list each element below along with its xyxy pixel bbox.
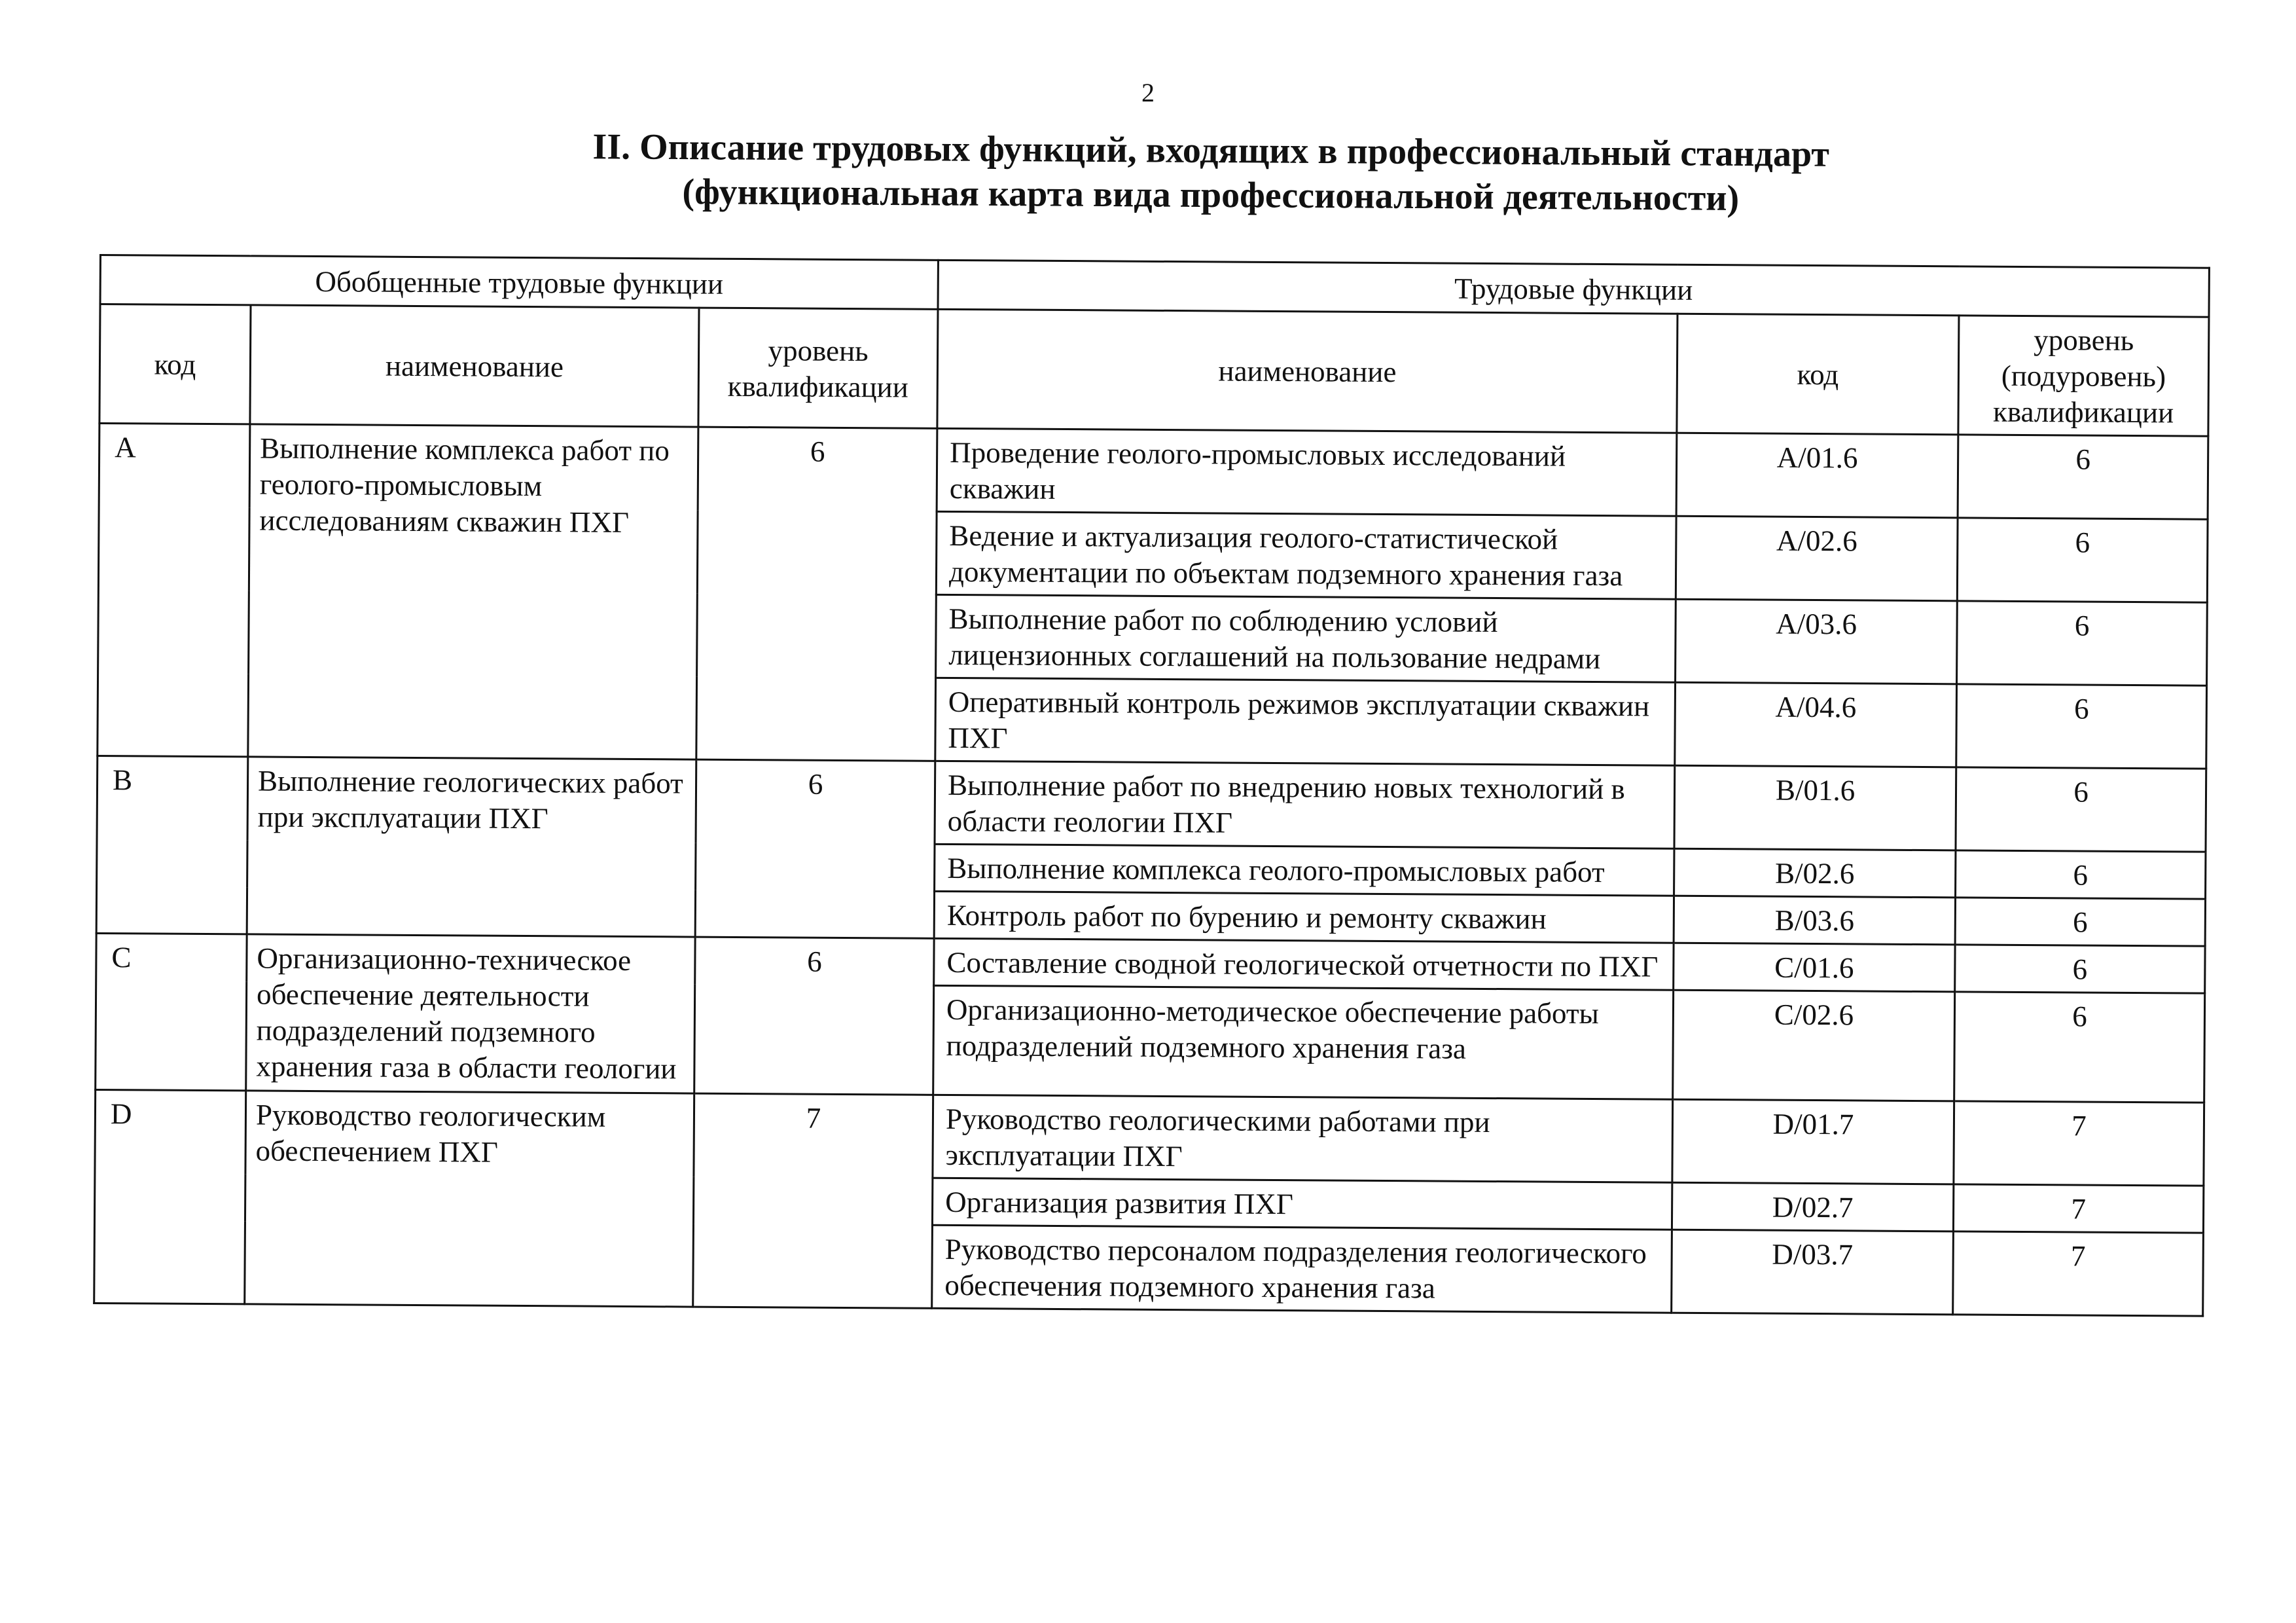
header-labor-functions: Трудовые функции bbox=[938, 260, 2209, 317]
function-code: A/04.6 bbox=[1675, 682, 1957, 767]
function-level: 6 bbox=[1955, 898, 2205, 946]
header-level: уровень квалификации bbox=[698, 308, 938, 428]
group-name: Выполнение геологических работ при эксплуатации ПХГ bbox=[247, 757, 696, 937]
function-level: 6 bbox=[1957, 518, 2208, 602]
page-number: 2 bbox=[1141, 78, 1155, 107]
group-code: B bbox=[96, 756, 248, 934]
title-line-2: (функциональная карта вида профессиональной деятельности) bbox=[682, 172, 1740, 219]
group-level: 6 bbox=[695, 759, 935, 938]
function-name: Составление сводной геологической отчетности по ПХГ bbox=[934, 938, 1674, 990]
group-code: C bbox=[96, 933, 247, 1090]
function-name: Оперативный контроль режимов эксплуатации скважин ПХГ bbox=[935, 678, 1676, 765]
function-level: 6 bbox=[1954, 992, 2205, 1103]
function-level: 6 bbox=[1956, 684, 2207, 769]
function-level: 7 bbox=[1954, 1101, 2204, 1186]
table-row bbox=[99, 424, 2208, 520]
header-generalized-functions: Обобщенные трудовые функции bbox=[100, 255, 938, 310]
function-name: Выполнение работ по соблюдению условий лицензионных соглашений на пользование недрами bbox=[936, 594, 1676, 682]
group-level: 6 bbox=[696, 427, 937, 761]
function-code: A/01.6 bbox=[1676, 433, 1958, 518]
table-row bbox=[97, 756, 2206, 852]
function-code: B/02.6 bbox=[1674, 848, 1956, 898]
header-tf-name: наименование bbox=[937, 309, 1677, 433]
group-level: 6 bbox=[694, 937, 934, 1095]
group-level: 7 bbox=[693, 1093, 933, 1308]
group-code: A bbox=[98, 424, 250, 757]
group-name: Руководство геологическим обеспечением ПХГ bbox=[245, 1091, 694, 1307]
function-level: 6 bbox=[1956, 850, 2206, 899]
header-tf-code: код bbox=[1677, 314, 1959, 435]
function-name: Организационно-методическое обеспечение работы подразделений подземного хранения газа bbox=[933, 985, 1674, 1099]
function-name: Выполнение комплекса геолого-промысловых работ bbox=[935, 844, 1674, 896]
function-name: Руководство геологическими работами при эксплуатации ПХГ bbox=[933, 1095, 1673, 1182]
function-name: Руководство персоналом подразделения геологического обеспечения подземного хранения газа bbox=[932, 1225, 1672, 1313]
functional-map-table bbox=[93, 254, 2210, 1317]
group-name: Выполнение комплекса работ по геолого-промысловым исследованиям скважин ПХГ bbox=[248, 424, 698, 759]
function-code: A/03.6 bbox=[1676, 599, 1958, 684]
function-code: B/03.6 bbox=[1674, 896, 1955, 945]
function-level: 7 bbox=[1953, 1184, 2203, 1233]
header-row-sub bbox=[99, 304, 2209, 437]
function-code: A/02.6 bbox=[1676, 516, 1958, 601]
header-code: код bbox=[99, 304, 251, 424]
function-code: C/02.6 bbox=[1673, 990, 1955, 1101]
functional-map-table-wrapper bbox=[93, 254, 2208, 1317]
group-code: D bbox=[94, 1089, 246, 1304]
function-name: Контроль работ по бурению и ремонту скважин bbox=[934, 891, 1674, 943]
function-code: B/01.6 bbox=[1674, 765, 1956, 850]
function-code: D/01.7 bbox=[1672, 1099, 1954, 1184]
function-name: Выполнение работ по внедрению новых технологий в области геологии ПХГ bbox=[935, 761, 1675, 848]
function-name: Ведение и актуализация геолого-статистической документации по объектам подземного хранения газа bbox=[936, 511, 1676, 599]
function-level: 6 bbox=[1958, 435, 2208, 519]
function-level: 7 bbox=[1953, 1231, 2204, 1316]
table-row bbox=[95, 1089, 2204, 1186]
function-name: Проведение геолого-промысловых исследований скважин bbox=[937, 428, 1677, 516]
function-code: C/01.6 bbox=[1674, 943, 1955, 992]
group-name: Организационно-техническое обеспечение деятельности подразделений подземного хранения газа в области геологии bbox=[246, 934, 695, 1093]
function-name: Организация развития ПХГ bbox=[932, 1178, 1672, 1230]
header-name: наименование bbox=[250, 305, 699, 427]
function-level: 6 bbox=[1957, 601, 2208, 685]
title-line-1: II. Описание трудовых функций, входящих в профессиональный стандарт bbox=[592, 126, 1830, 175]
header-tf-level: уровень (подуровень) квалификации bbox=[1958, 316, 2209, 436]
function-level: 6 bbox=[1956, 767, 2206, 852]
function-code: D/02.7 bbox=[1672, 1182, 1953, 1231]
function-level: 6 bbox=[1955, 945, 2205, 993]
page-title bbox=[458, 124, 1964, 222]
function-code: D/03.7 bbox=[1672, 1230, 1954, 1315]
